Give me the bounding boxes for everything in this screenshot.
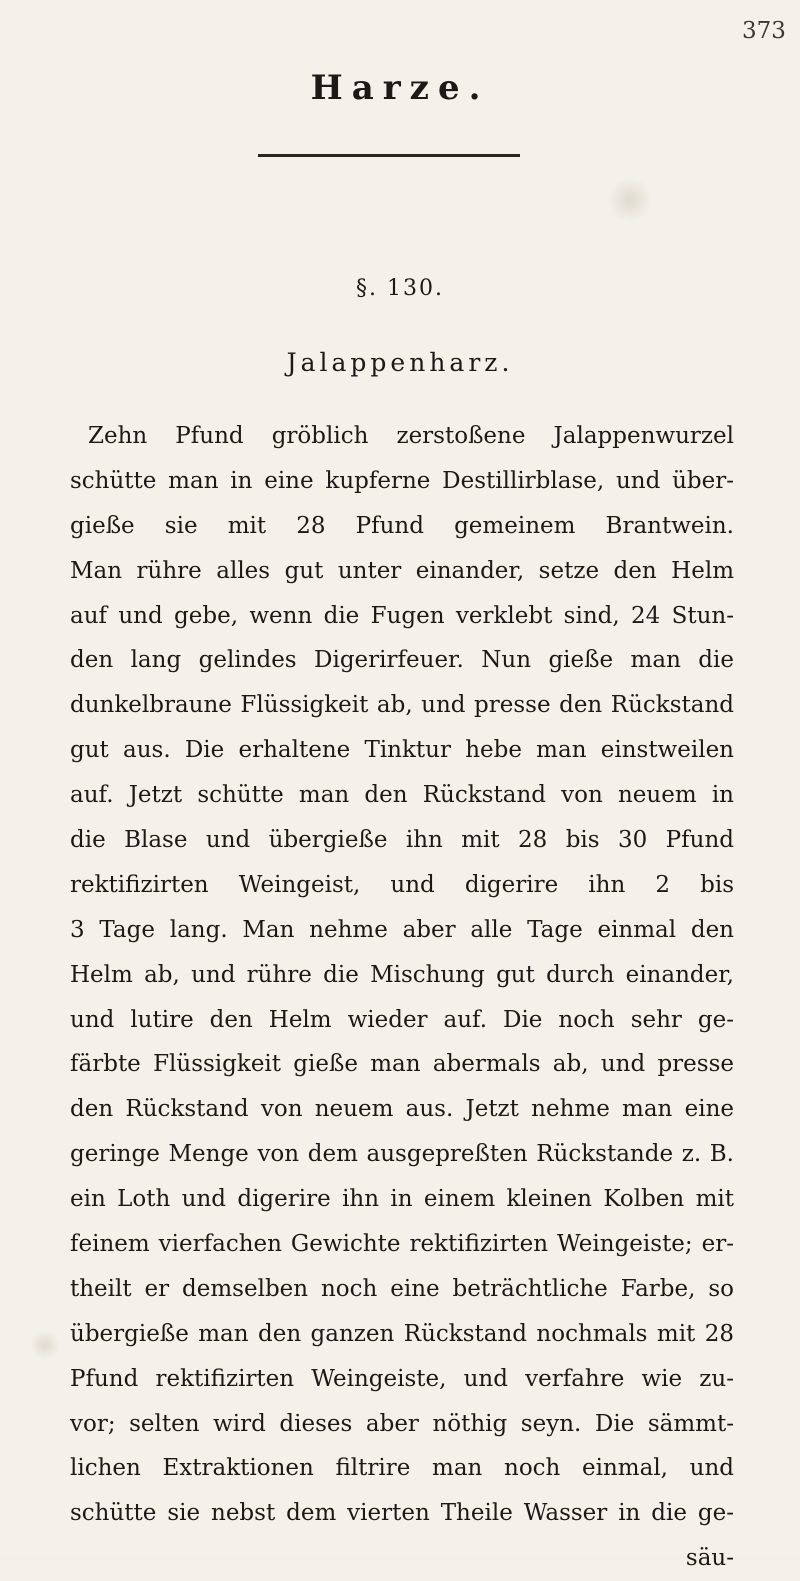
text-line: schütte sie nebst dem vierten Theile Wasser in die ge-: [70, 1500, 734, 1527]
text-line: die Blase und übergieße ihn mit 28 bis 30 Pfund: [70, 827, 734, 854]
running-head: Harze.: [310, 68, 490, 108]
paper-stain: [30, 1330, 60, 1360]
header-rule: [258, 154, 520, 157]
body-text: [70, 414, 734, 1581]
section-title: Jalappenharz.: [286, 348, 514, 377]
text-line: geringe Menge von dem ausgepreßten Rückstande z. B.: [70, 1141, 734, 1168]
catchword: säu-: [685, 1545, 734, 1572]
text-line: dunkelbraune Flüssigkeit ab, und presse den Rückstand: [70, 692, 734, 719]
text-line: schütte man in eine kupferne Destillirblase, und über-: [70, 467, 734, 494]
text-line: den Rückstand von neuem aus. Jetzt nehme man eine: [70, 1096, 734, 1123]
text-line: den lang gelindes Digerirfeuer. Nun gieße man die: [70, 647, 734, 674]
text-line: lichen Extraktionen filtrire man noch einmal, und: [70, 1455, 734, 1482]
text-line: auf. Jetzt schütte man den Rückstand von neuem in: [70, 782, 734, 809]
text-line: 3 Tage lang. Man nehme aber alle Tage einmal den: [70, 916, 734, 943]
page-number: 373: [742, 18, 786, 44]
text-line: Zehn Pfund gröblich zerstoßene Jalappenwurzel: [88, 423, 734, 449]
paper-stain: [610, 175, 650, 225]
text-line: übergieße man den ganzen Rückstand nochmals mit 28: [70, 1320, 734, 1347]
text-line: auf und gebe, wenn die Fugen verklebt sind, 24 Stun-: [70, 602, 734, 629]
text-line: feinem vierfachen Gewichte rektifizirten Weingeiste; er-: [70, 1231, 734, 1258]
text-line: ein Loth und digerire ihn in einem kleinen Kolben mit: [70, 1186, 734, 1213]
text-line: gieße sie mit 28 Pfund gemeinem Brantwein.: [70, 512, 734, 539]
text-line: rektifizirten Weingeist, und digerire ihn 2 bis: [70, 871, 734, 898]
text-line: gut aus. Die erhaltene Tinktur hebe man einstweilen: [70, 737, 734, 764]
section-number: §. 130.: [356, 276, 444, 301]
text-line: färbte Flüssigkeit gieße man abermals ab, und presse: [70, 1051, 734, 1078]
text-line: Man rühre alles gut unter einander, setze den Helm: [70, 557, 734, 584]
text-line: und lutire den Helm wieder auf. Die noch sehr ge-: [70, 1006, 734, 1033]
text-line: Helm ab, und rühre die Mischung gut durch einander,: [70, 961, 734, 988]
text-line: theilt er demselben noch eine beträchtliche Farbe, so: [70, 1275, 734, 1302]
text-line: vor; selten wird dieses aber nöthig seyn. Die sämmt-: [70, 1410, 734, 1437]
text-line: Pfund rektifizirten Weingeiste, und verfahre wie zu-: [70, 1365, 734, 1392]
